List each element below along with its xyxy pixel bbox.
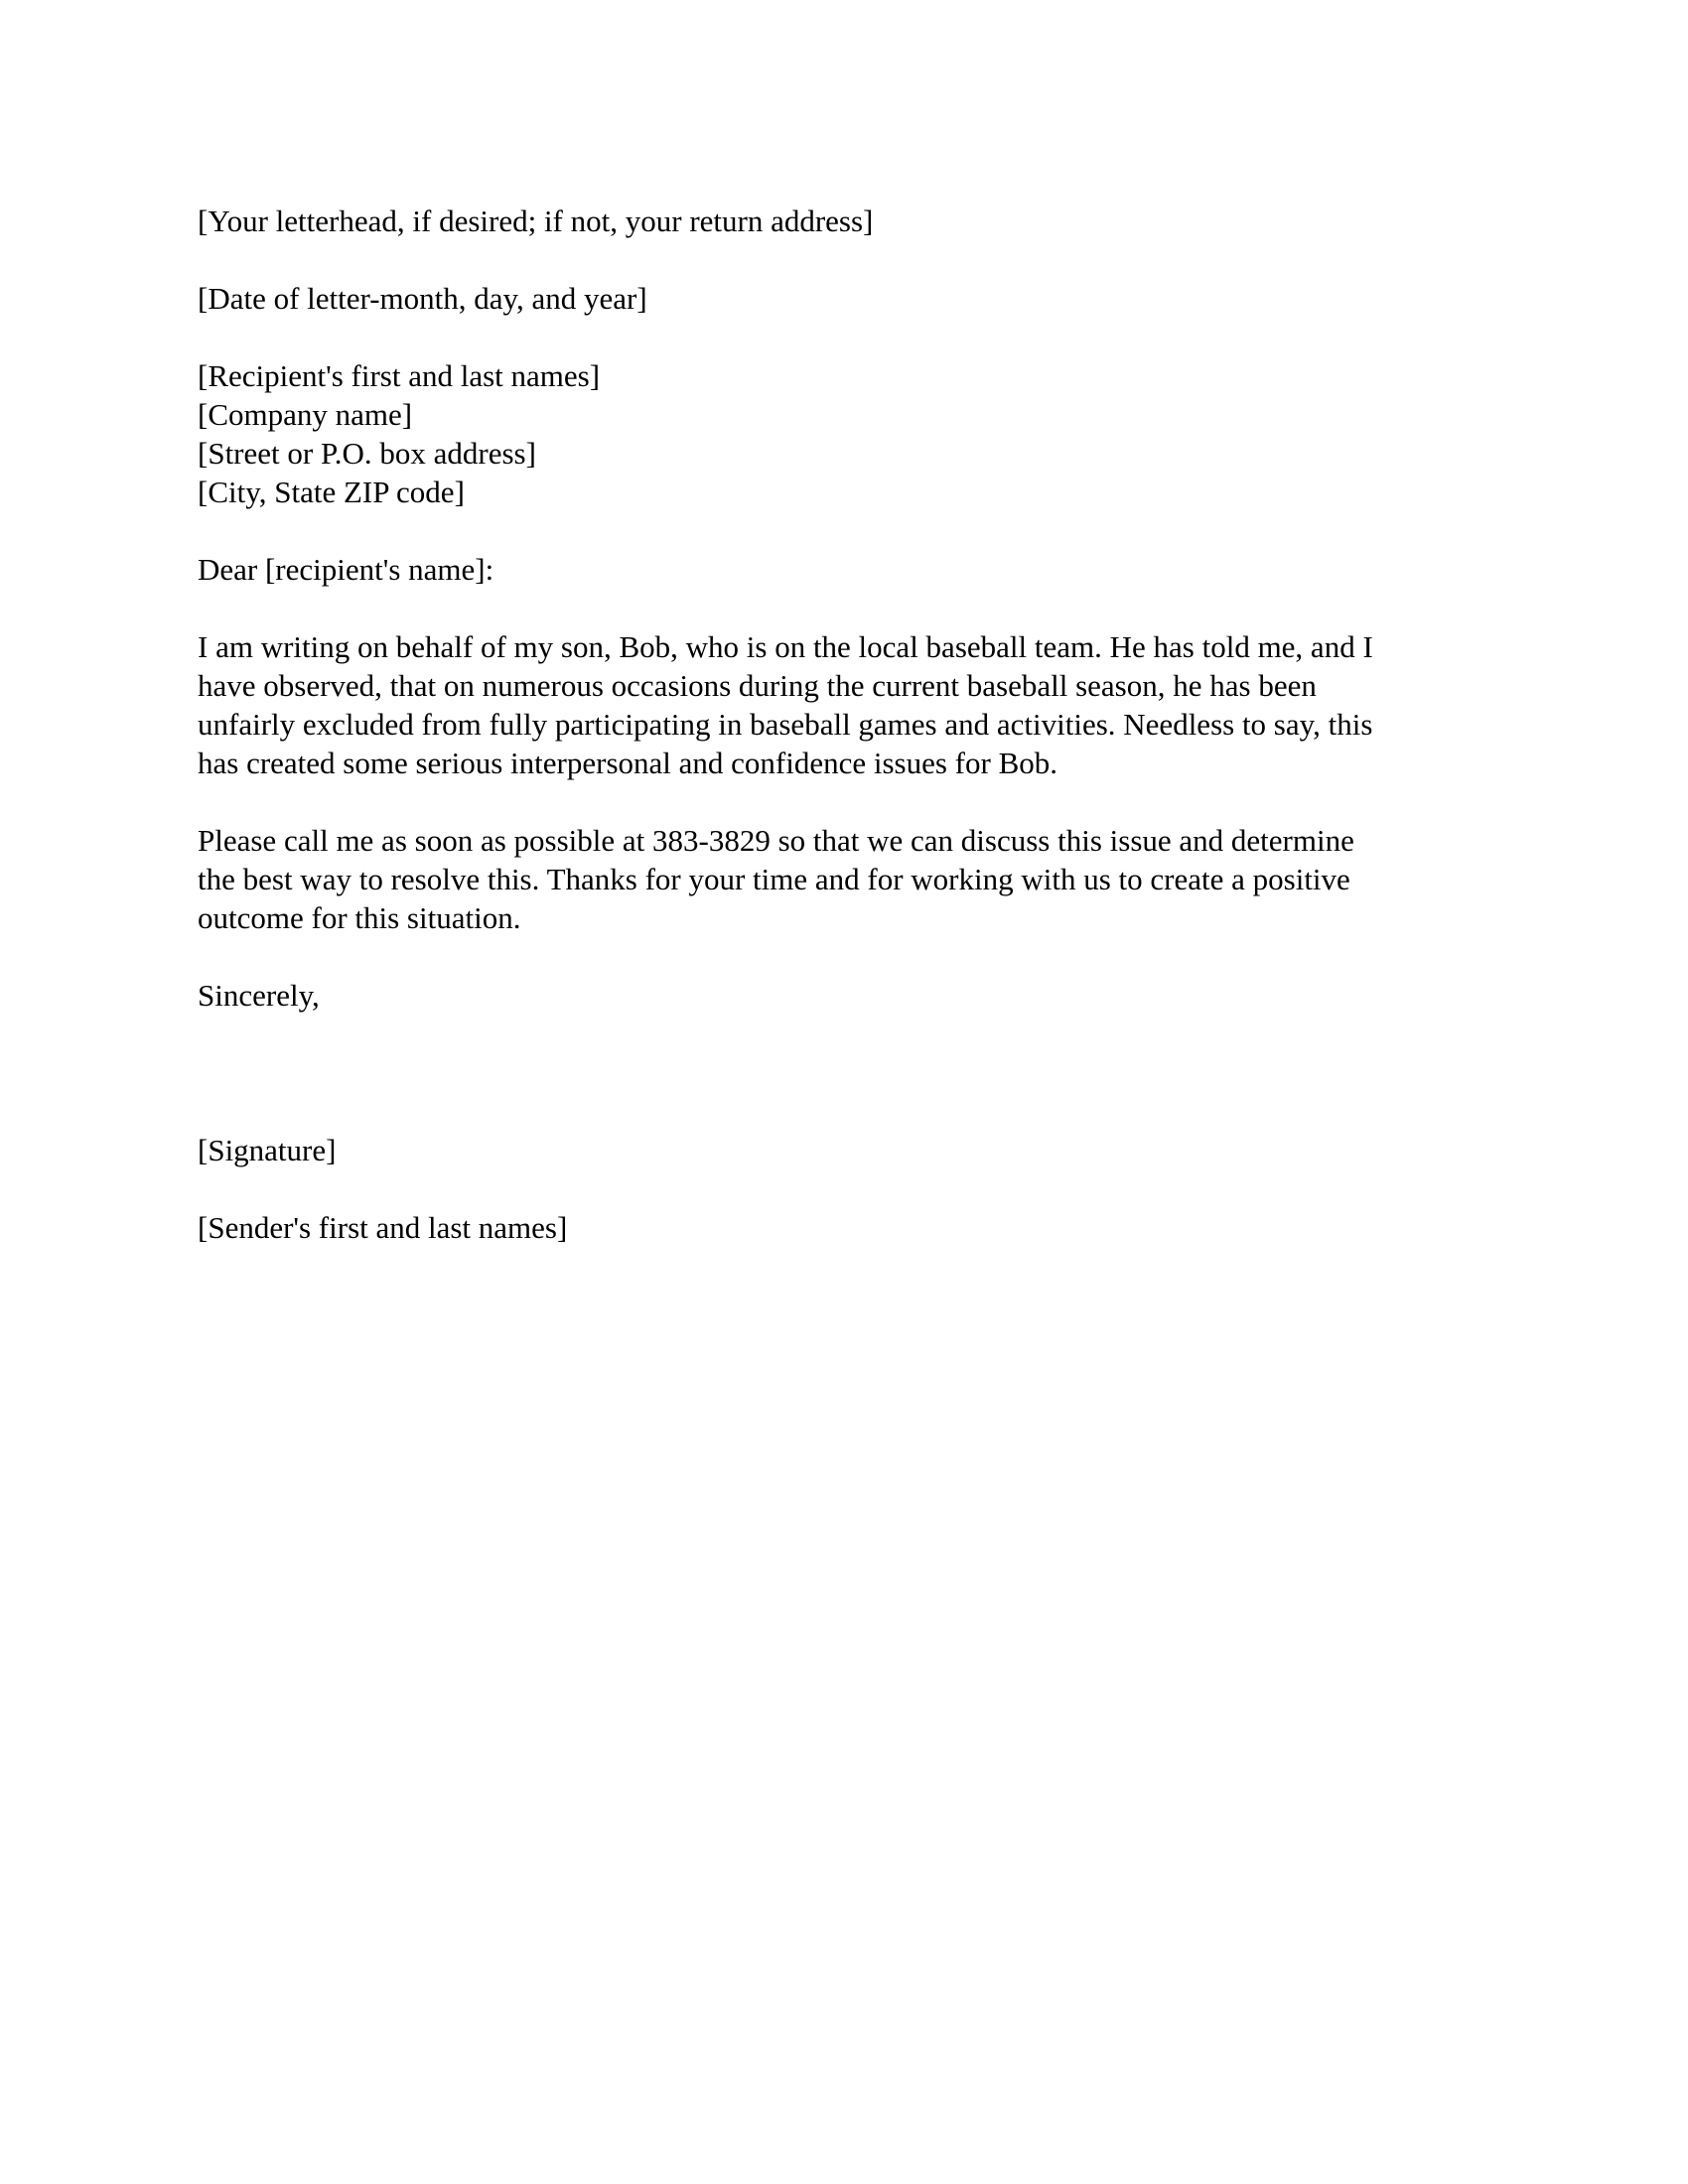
recipient-city-placeholder: [City, State ZIP code]	[198, 475, 465, 509]
letter-content	[198, 202, 1508, 1286]
paragraph-line: unfairly excluded from fully participating in baseball games and activities. Needless to say, this	[198, 707, 1373, 742]
salutation: Dear [recipient's name]:	[198, 552, 494, 587]
closing: Sincerely,	[198, 978, 320, 1013]
sender-name-placeholder: [Sender's first and last names]	[198, 1210, 568, 1245]
paragraph-line: I am writing on behalf of my son, Bob, who is on the local baseball team. He has told me, and I	[198, 629, 1373, 664]
recipient-name-placeholder: [Recipient's first and last names]	[198, 358, 601, 393]
signature-placeholder: [Signature]	[198, 1133, 337, 1167]
body-paragraph-2	[198, 821, 1508, 937]
paragraph-line: has created some serious interpersonal and confidence issues for Bob.	[198, 746, 1058, 780]
paragraph-line: outcome for this situation.	[198, 900, 521, 935]
paragraph-line: the best way to resolve this. Thanks for your time and for working with us to create a positive	[198, 862, 1350, 896]
recipient-company-placeholder: [Company name]	[198, 397, 413, 432]
body-paragraph-1	[198, 627, 1508, 782]
paragraph-line: Please call me as soon as possible at 383-3829 so that we can discuss this issue and determine	[198, 823, 1354, 858]
recipient-street-placeholder: [Street or P.O. box address]	[198, 436, 536, 471]
date-placeholder: [Date of letter-month, day, and year]	[198, 281, 647, 316]
paragraph-line: have observed, that on numerous occasions during the current baseball season, he has been	[198, 668, 1317, 703]
letterhead-placeholder: [Your letterhead, if desired; if not, your return address]	[198, 204, 874, 238]
recipient-address-block	[198, 356, 1508, 511]
